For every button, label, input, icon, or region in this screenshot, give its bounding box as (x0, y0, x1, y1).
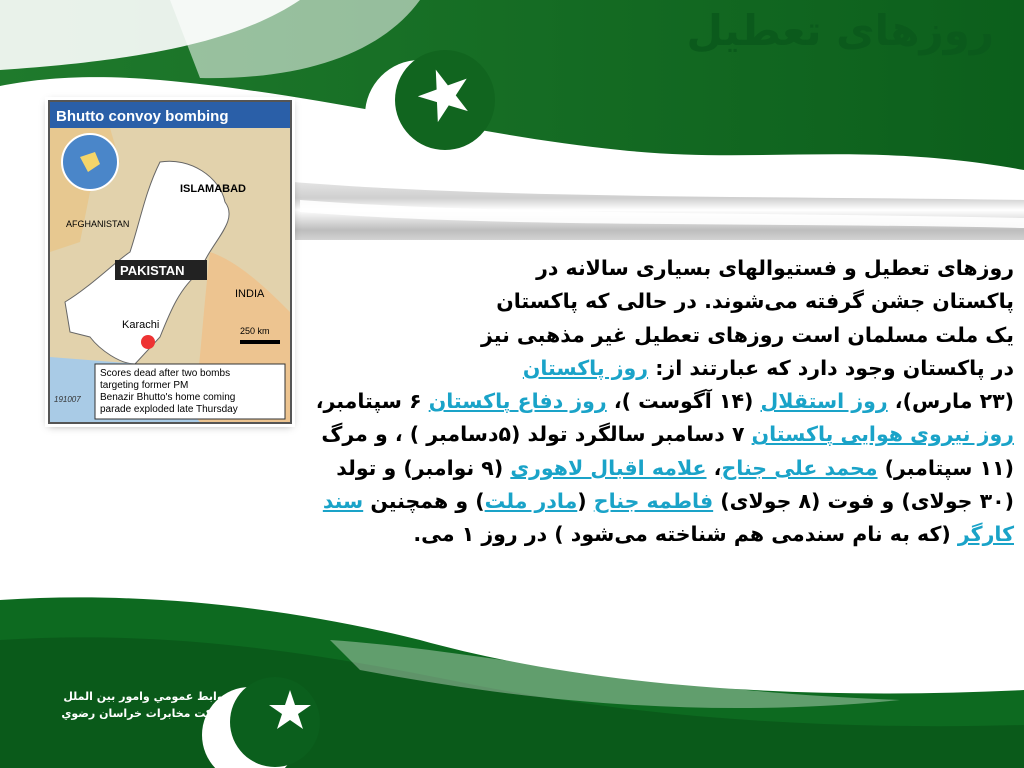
body-line-4: در پاکستان وجود دارد که عبارتند از: روز پاکستان (522, 355, 1014, 380)
svg-text:Scores dead after two bombs: Scores dead after two bombs (100, 368, 231, 379)
svg-text:targeting former PM: targeting former PM (100, 380, 189, 391)
link-jinnah[interactable]: محمد علی جناح (721, 455, 878, 480)
body-line-8: (۳۰ جولای) و فوت (۸ جولای) فاطمه جناح (مادر ملت) و همچنین سند (322, 489, 1014, 514)
link-fatima-jinnah[interactable]: فاطمه جناح (593, 489, 714, 514)
body-line-3: یک ملت مسلمان است روزهای تعطیل غیر مذهبی نیز (480, 322, 1014, 347)
link-madar-e-millat[interactable]: مادر ملت (484, 489, 578, 514)
label-india: INDIA (235, 288, 265, 300)
link-labour[interactable]: کارگر (957, 522, 1014, 547)
link-sindh[interactable]: سند (322, 489, 364, 514)
body-paragraph (34, 252, 1014, 552)
map-heading: Bhutto convoy bombing (56, 108, 229, 125)
body-line-9: کارگر (که به نام سندمی هم شناخته می‌شود ) در روز ۱ می. (413, 522, 1014, 547)
body-line-5: (۲۳ مارس)، روز استقلال (۱۴ آگوست )، روز دفاع پاکستان ۶ سپتامبر، (315, 389, 1014, 414)
link-independence-day[interactable]: روز استقلال (760, 389, 888, 414)
link-iqbal[interactable]: علامه اقبال لاهوری (510, 455, 707, 480)
label-islamabad: ISLAMABAD (180, 183, 246, 195)
label-afghanistan: AFGHANISTAN (66, 219, 130, 229)
svg-text:Benazir Bhutto's home coming: Benazir Bhutto's home coming (100, 392, 236, 403)
body-line-7: (۱۱ سپتامبر) محمد علی جناح، علامه اقبال لاهوری (۹ نوامبر) و تولد (336, 455, 1014, 480)
map-code: 191007 (54, 395, 81, 404)
map-scale: 250 km (240, 326, 270, 336)
footer-line-1: روابط عمومي وامور بين الملل (63, 690, 230, 703)
link-air-force-day[interactable]: روز نیروی هوایی پاکستان (751, 422, 1014, 447)
body-line-2: پاکستان جشن گرفته می‌شوند. در حالی که پاکستان (496, 289, 1014, 314)
body-line-1: روزهای تعطیل و فستیوالهای بسیاری سالانه در (536, 256, 1014, 280)
footer (30, 688, 230, 722)
link-pakistan-day[interactable]: روز پاکستان (522, 355, 649, 380)
label-karachi: Karachi (122, 319, 160, 331)
link-defence-day[interactable]: روز دفاع پاکستان (428, 389, 607, 414)
body-line-6: روز نیروی هوایی پاکستان ۷ دسامبر سالگرد تولد (۵دسامبر ) ، و مرگ (321, 422, 1014, 447)
svg-text:parade exploded late Thursday: parade exploded late Thursday (100, 404, 238, 415)
slide-title: روزهای تعطیل (686, 6, 994, 55)
footer-line-2: شركت مخابرات خراسان رضوي (61, 707, 230, 720)
label-pakistan: PAKISTAN (120, 263, 185, 278)
